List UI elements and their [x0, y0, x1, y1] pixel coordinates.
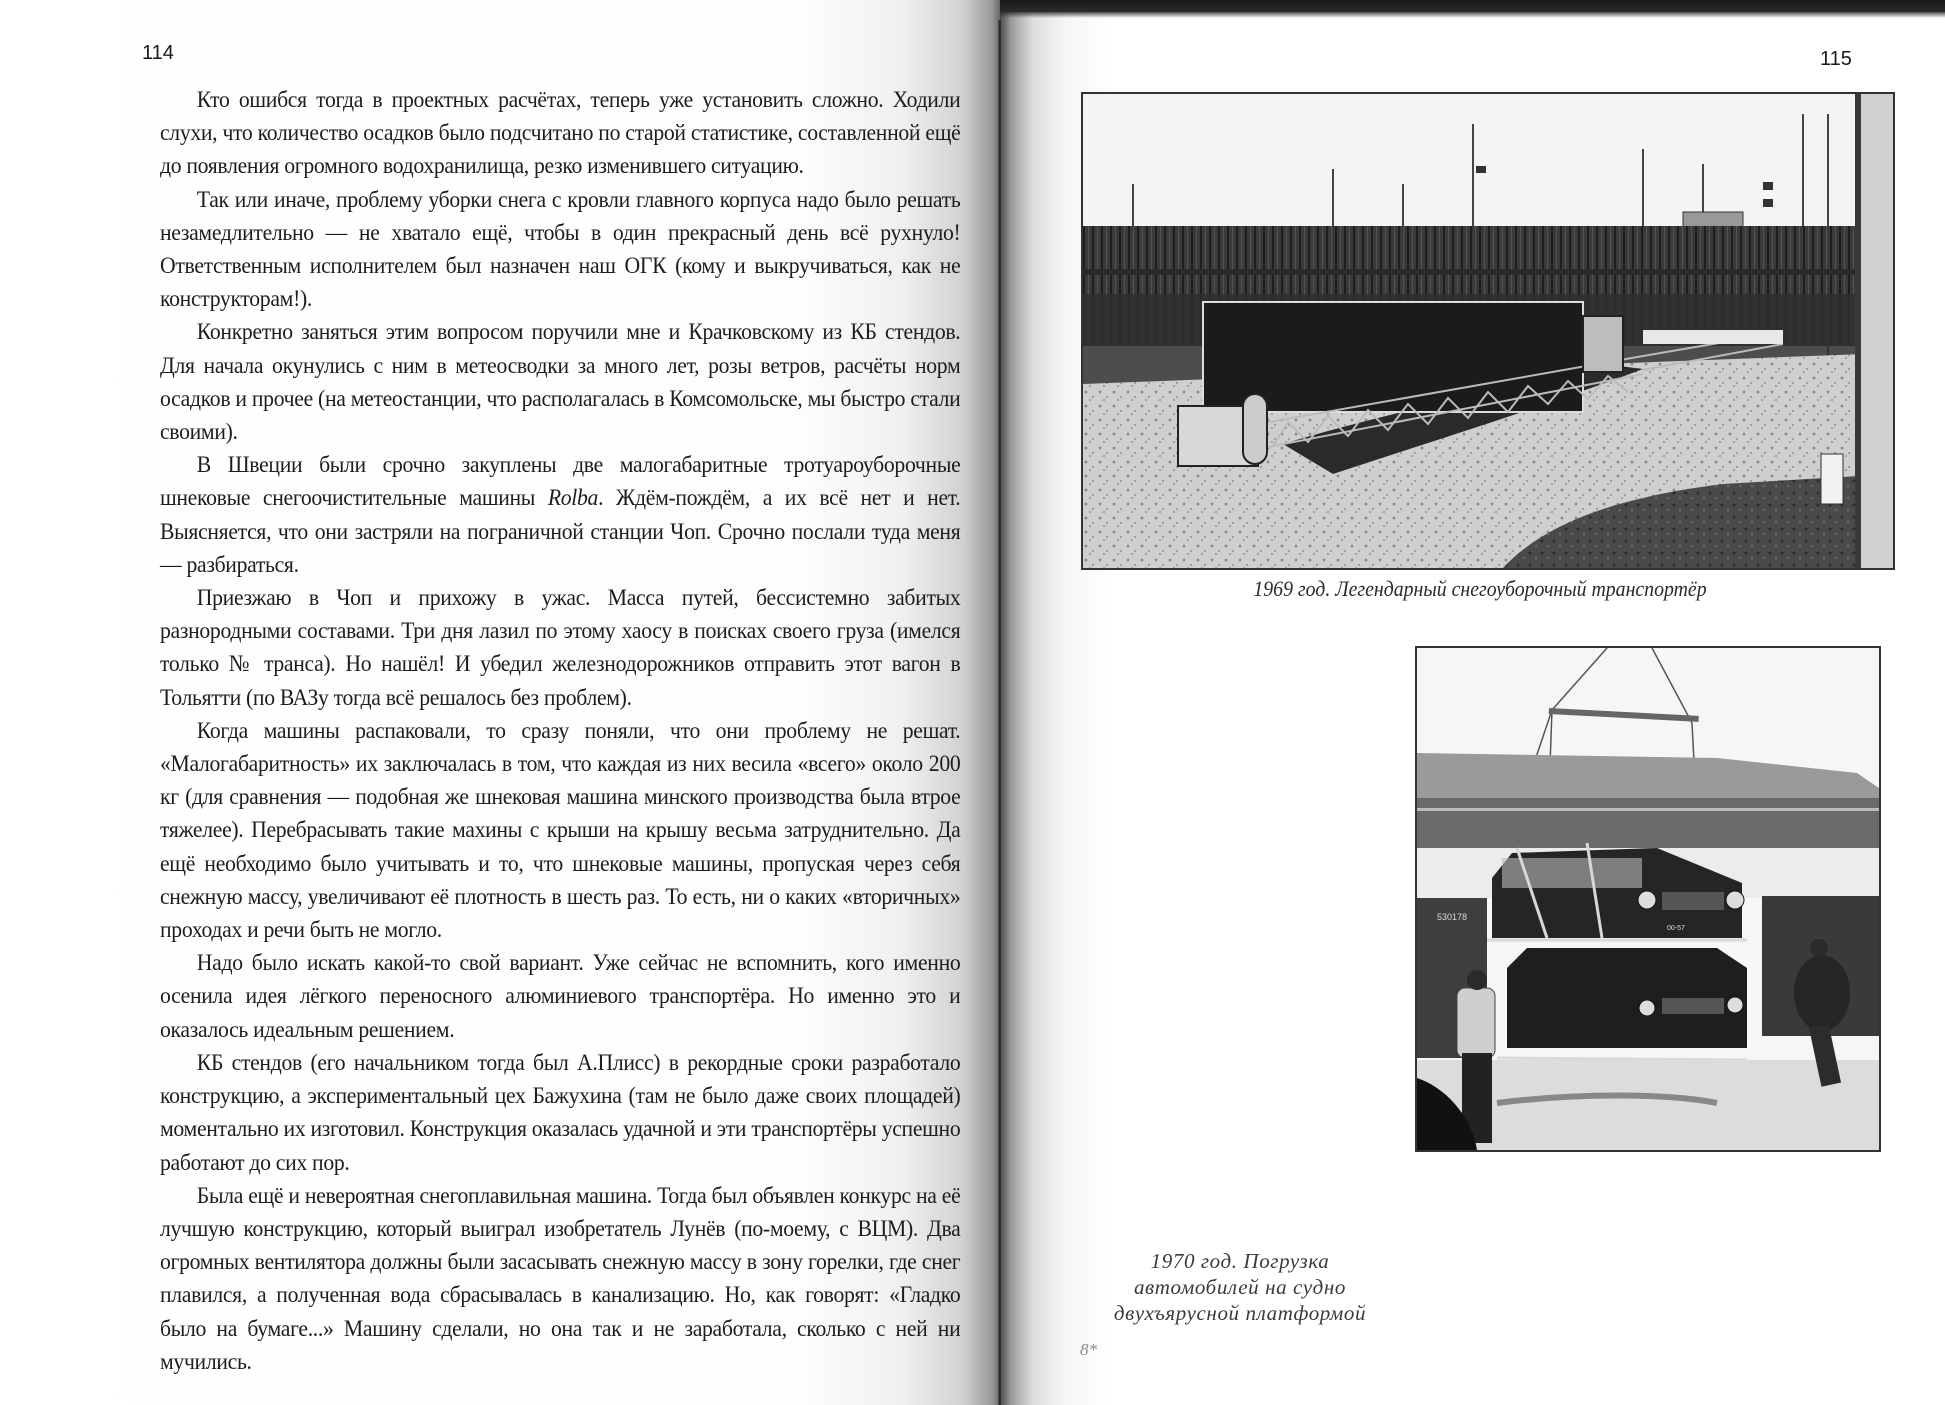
paragraph: Надо было искать какой-то свой вариант. Уже сейчас не вспомнить, кого именно осенила идея лёгкого переносного алюминиевого транспортёра. Но именно это и оказалось идеальным решением. [160, 950, 961, 1043]
paragraph-sweden [160, 449, 960, 582]
text-run: . Ждём-пождём, а их всё нет и нет. Выясняется, что они застряли на пограничной станции Чоп. Срочно послали туда меня — разбираться. [160, 485, 961, 578]
photo-car-loading-image [1417, 648, 1879, 1150]
paragraph: Так или иначе, проблему уборки снега с кровли главного корпуса надо было решать незамедлительно — не хватало ещё, чтобы в один прекрасный день всё рухнуло! Ответственным исполнителем был назначен наш ОГК (кому и выкручиваться, как не конструкторам!). [160, 186, 961, 313]
text-run: В Швеции были срочно закуплены две малогабаритные тротуароуборочные шнековые снегоочистительные машины [160, 452, 961, 512]
license-plate-text: 00-57 [1667, 925, 1685, 932]
page-number-left: 114 [142, 42, 174, 64]
paragraph: Когда машины распаковали, то сразу поняли, что они проблему не решат. «Малогабаритность» их заключалась в том, что каждая из них весила «всего» около 200 кг (для сравнения — подобная же шнековая машина минского производства была втрое тяжелее). Перебрасывать такие махины с крыши на крышу весьма затруднительно. Да ещё необходимо было учитывать и то, что шнековые машины, пропуская через себя снежную массу, увеличивают её плотность в шесть раз. То есть, ни о каких «вторичных» проходах и речи быть не могло. [160, 717, 961, 944]
body-text [160, 84, 960, 1379]
page-top-shadow [1000, 0, 1945, 18]
wagon-number-text: 530178 [1437, 912, 1468, 922]
caption-line: автомобилей на судно [1133, 1275, 1347, 1299]
photo-caption-2 [1090, 1248, 1390, 1326]
paragraph: Конкретно заняться этим вопросом поручили мне и Крачковскому из КБ стендов. Для начала окунулись с ним в метеосводки за много лет, розы ветров, расчёты норм осадков и прочее (на метеостанции, что располагалась в Комсомольске, мы быстро стали своими). [160, 319, 961, 446]
book-gutter [998, 20, 1002, 1405]
paragraph: Кто ошибся тогда в проектных расчётах, теперь уже установить сложно. Ходили слухи, что количество осадков было подсчитано по старой статистике, составленной ещё до появления огромного водохранилища, резко изменившего ситуацию. [160, 87, 961, 180]
paragraph: Приезжаю в Чоп и прихожу в ужас. Масса путей, бессистемно забитых разнородными составами. Три дня лазил по этому хаосу в поисках своего груза (имелся только № транса). Но нашёл! И убедил железнодорожников отправить этот вагон в Тольятти (по ВАЗу тогда всё решалось без проблем). [160, 585, 961, 711]
printer-signature-mark: 8* [1080, 1340, 1097, 1359]
photo-snow-conveyor-image [1083, 94, 1893, 568]
photo-snow-conveyor [1081, 92, 1895, 570]
caption-line: двухъярусной платформой [1113, 1301, 1367, 1325]
paragraph: КБ стендов (его начальником тогда был А.Плисс) в рекордные сроки разработало конструкцию, а экспериментальный цех Бажухина (там не было даже своих площадей) моментально их изготовил. Конструкция оказалась удачной и эти транспортёры успешно работают до сих пор. [160, 1049, 961, 1176]
italic-brand-name: Rolba [547, 485, 599, 512]
page-number-right: 115 [1820, 48, 1852, 70]
caption-line: 1970 год. Погрузка [1150, 1249, 1330, 1273]
photo-car-loading [1415, 646, 1881, 1152]
paragraph: Была ещё и невероятная снегоплавильная машина. Тогда был объявлен конкурс на её лучшую конструкцию, который выиграл изобретатель Лунёв (по-моему, с ВЦМ). Два огромных вентилятора должны были засасывать снежную массу в зону горелки, где снег плавился, а полученная вода сбрасывалась в канализацию. Но, как говорят: «Гладко было на бумаге...» Машину сделали, но она так и не заработала, сколько с ней ни мучились. [160, 1182, 961, 1375]
photo-caption-1: 1969 год. Легендарный снегоуборочный транспортёр [1253, 576, 1707, 601]
